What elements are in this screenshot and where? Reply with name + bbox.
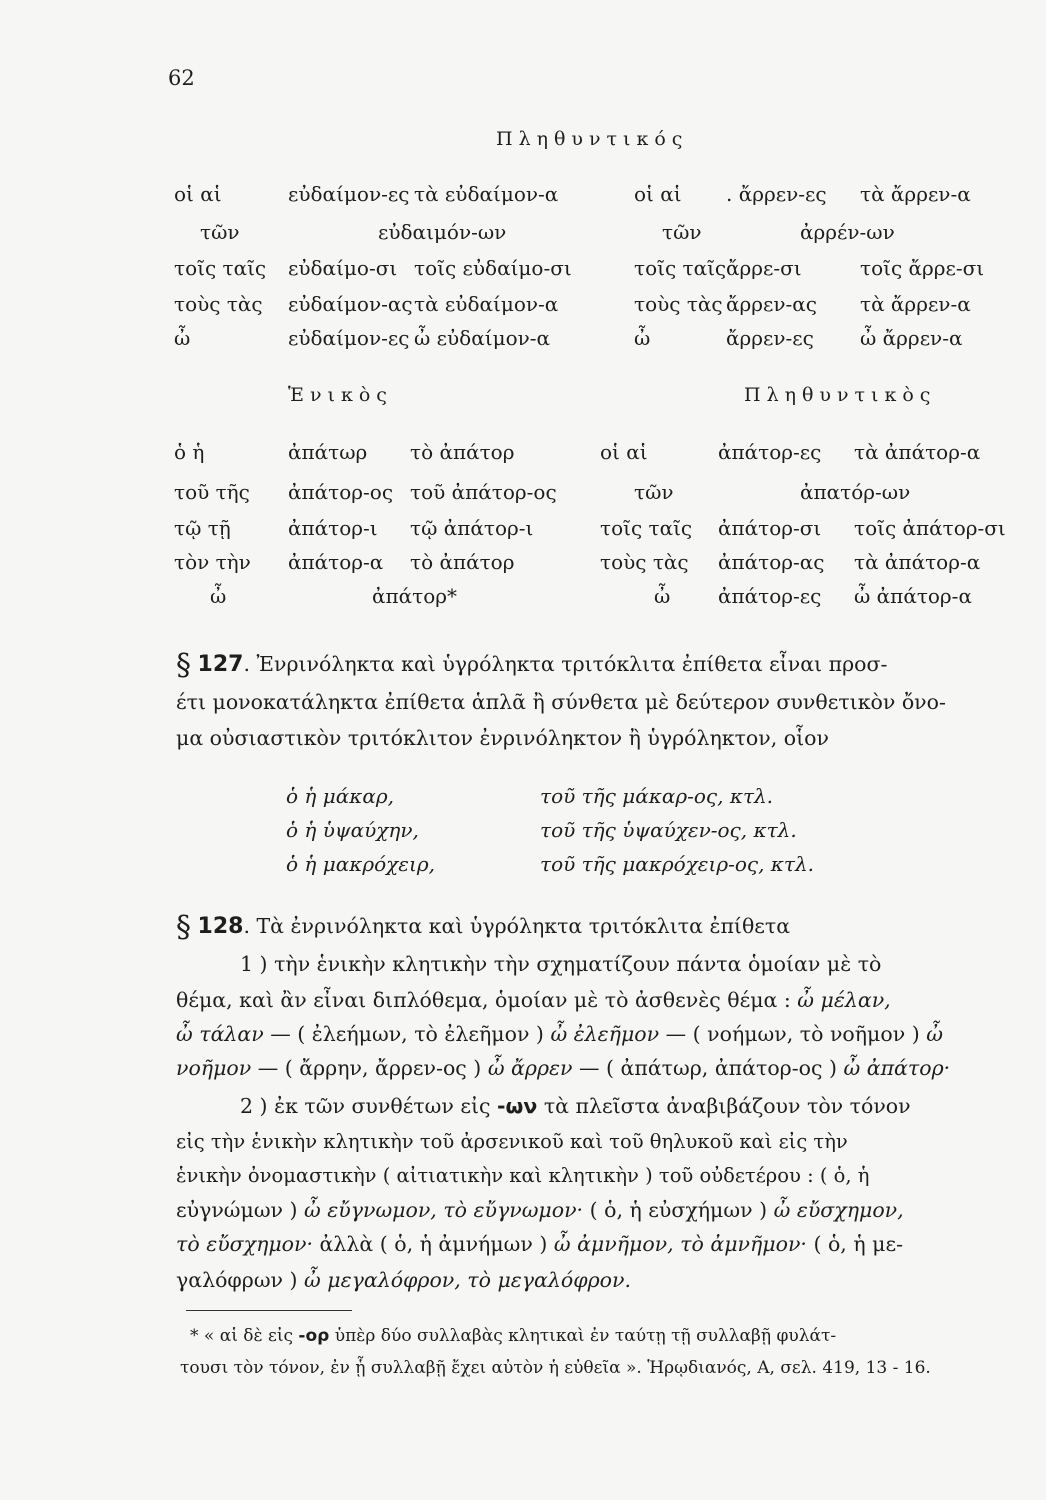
- italic-run: νοῆμον: [176, 1056, 252, 1080]
- section-128-line-5: [176, 1056, 1006, 1080]
- example-2-nominative: ὁ ἡ ὑψαύχην,: [286, 818, 419, 842]
- italic-run: ὦ: [926, 1022, 943, 1046]
- t1-cell: τοῖς ἄρρε-σι: [860, 256, 985, 280]
- text-run: ( ὁ, ἡ εὐσχήμων ): [583, 1198, 774, 1222]
- italic-run: ὦ ἄρρεν: [487, 1056, 573, 1080]
- table2-heading-plural: Πληθυντικὸς: [744, 384, 937, 406]
- example-1-nominative: ὁ ἡ μάκαρ,: [286, 784, 394, 808]
- footnote-line-1: [190, 1326, 836, 1346]
- t2-cell: τοῦ ἀπάτορ-ος: [410, 480, 557, 504]
- section-128-line-10: [176, 1232, 1006, 1256]
- t2-cell: ἀπάτορ-ας: [718, 550, 825, 574]
- t2-cell: τῶν: [634, 480, 674, 504]
- t1-cell: τὰ ἄρρεν-α: [860, 292, 971, 316]
- italic-run: ὦ μέλαν,: [797, 988, 891, 1012]
- text-run: εὐγνώμων ): [176, 1198, 305, 1222]
- text-run: * « αἱ δὲ εἰς: [190, 1326, 299, 1346]
- example-3-genitive: τοῦ τῆς μακρόχειρ-ος, κτλ.: [540, 852, 815, 876]
- section-128-line-3: [176, 988, 1006, 1012]
- t1-cell: τοῖς ταῖς: [174, 256, 267, 280]
- t1-cell: ἄρρεν-ας: [726, 292, 818, 316]
- t1-cell: εὐδαίμον-ες: [288, 326, 410, 350]
- t2-cell: τῷ τῇ: [174, 516, 231, 540]
- t1-cell: εὐδαιμόν-ων: [378, 220, 507, 244]
- t1-cell: ἄρρε-σι: [726, 256, 802, 280]
- section-number: 127: [197, 652, 244, 677]
- text-run: — ( ἄρρην, ἄρρεν-ος ): [251, 1056, 488, 1080]
- t1-cell: οἱ αἱ: [634, 182, 682, 206]
- t2-cell: τὸ ἀπάτορ: [410, 440, 515, 464]
- text-run: ( ὁ, ἡ με-: [806, 1232, 903, 1256]
- footnote-divider: [186, 1310, 352, 1311]
- t1-cell: ὦ ἄρρεν-α: [860, 326, 963, 350]
- italic-run: ὦ τάλαν: [176, 1022, 264, 1046]
- text-run: — ( νοήμων, τὸ νοῆμον ): [659, 1022, 927, 1046]
- section-128-line-9: [176, 1198, 1006, 1222]
- table2-heading-singular: Ἑνικὸς: [288, 384, 393, 406]
- section-127-line-3: μα οὐσιαστικὸν τριτόκλιτον ἐνρινόληκτον ἢ ὑγρόληκτον, οἷον: [176, 726, 829, 750]
- table1-heading: Πληθυντικός: [496, 128, 689, 150]
- t2-cell: ὁ ἡ: [174, 440, 205, 464]
- section-number: 128: [197, 914, 244, 939]
- t2-cell: ἀπατόρ-ων: [800, 480, 911, 504]
- t2-cell: ἀπάτορ*: [372, 584, 458, 608]
- footnote-line-2: τουσι τὸν τόνον, ἐν ᾗ συλλαβῇ ἔχει αὐτὸν ἡ εὐθεῖα ». Ἡρῳδιανός, Α, σελ. 419, 13 - 16.: [180, 1358, 931, 1378]
- section-128-line-6: [240, 1094, 1010, 1118]
- t2-cell: τὸ ἀπάτορ: [410, 550, 515, 574]
- t2-cell: τὰ ἀπάτορ-α: [854, 440, 981, 464]
- t1-cell: εὐδαίμον-ας: [288, 292, 413, 316]
- section-128-line-11: [176, 1268, 1006, 1292]
- t2-cell: τοῖς ταῖς: [600, 516, 693, 540]
- text-run: — ( ἐλεήμων, τὸ ἐλεῆμον ): [263, 1022, 551, 1046]
- t1-cell: ἀρρέν-ων: [800, 220, 895, 244]
- section-symbol: §: [176, 910, 191, 945]
- example-2-genitive: τοῦ τῆς ὑψαύχεν-ος, κτλ.: [540, 818, 797, 842]
- t2-cell: ἀπάτορ-ες: [718, 584, 822, 608]
- example-1-genitive: τοῦ τῆς μάκαρ-ος, κτλ.: [540, 784, 774, 808]
- t1-cell: ὦ: [174, 326, 191, 350]
- t2-cell: ἀπάτορ-σι: [718, 516, 822, 540]
- t2-cell: ἀπάτορ-ι: [288, 516, 378, 540]
- italic-run: ὦ ἀπάτορ·: [843, 1056, 951, 1080]
- t1-cell: τὰ εὐδαίμον-α: [414, 292, 559, 316]
- t2-cell: ὦ ἀπάτορ-α: [854, 584, 972, 608]
- italic-run: ὦ εὔγνωμον, τὸ εὔγνωμον·: [304, 1198, 584, 1222]
- text-run: θέμα, καὶ ἂν εἶναι διπλόθεμα, ὁμοίαν μὲ τὸ ἀσθενὲς θέμα :: [176, 988, 798, 1012]
- section-127-line-1: [176, 648, 1006, 683]
- t1-cell: εὐδαίμο-σι: [288, 256, 398, 280]
- example-3-nominative: ὁ ἡ μακρόχειρ,: [286, 852, 435, 876]
- t1-cell: οἱ αἱ: [174, 182, 222, 206]
- t1-cell: ἄρρεν-ες: [726, 326, 814, 350]
- t1-cell: τὰ εὐδαίμον-α: [414, 182, 559, 206]
- text-run: ὑπὲρ δύο συλλαβὰς κλητικαὶ ἐν ταύτῃ τῇ συλλαβῇ φυλάτ-: [329, 1326, 837, 1346]
- italic-run: ὦ μεγαλόφρον, τὸ μεγαλόφρον.: [304, 1268, 631, 1292]
- bold-run: -ων: [497, 1094, 538, 1118]
- t1-cell: τῶν: [662, 220, 702, 244]
- t1-cell: ὦ: [634, 326, 651, 350]
- italic-run: ὦ ἀμνῆμον, τὸ ἀμνῆμον·: [553, 1232, 807, 1256]
- italic-run: τὸ εὔσχημον·: [176, 1232, 314, 1256]
- t1-cell: τοὺς τὰς: [174, 292, 263, 316]
- t2-cell: τὰ ἀπάτορ-α: [854, 550, 981, 574]
- italic-run: ὦ εὔσχημον,: [773, 1198, 904, 1222]
- section-127-line-2: έτι μονοκατάληκτα ἐπίθετα ἁπλᾶ ἢ σύνθετα μὲ δεύτερον συνθετικὸν ὄνο-: [176, 690, 946, 714]
- section-symbol: §: [176, 648, 191, 683]
- t1-cell: τοῖς ταῖς: [634, 256, 727, 280]
- section-128-line-7: εἰς τὴν ἑνικὴν κλητικὴν τοῦ ἀρσενικοῦ καὶ τοῦ θηλυκοῦ καὶ εἰς τὴν: [176, 1130, 848, 1153]
- t2-cell: οἱ αἱ: [600, 440, 648, 464]
- t1-cell: εὐδαίμον-ες: [288, 182, 410, 206]
- text-run: γαλόφρων ): [176, 1268, 305, 1292]
- italic-run: ὦ ἐλεῆμον: [550, 1022, 660, 1046]
- t2-cell: τοὺς τὰς: [600, 550, 689, 574]
- t2-cell: τοῦ τῆς: [174, 480, 250, 504]
- t1-cell: ὦ εὐδαίμον-α: [414, 326, 551, 350]
- t2-cell: τοῖς ἀπάτορ-σι: [854, 516, 1006, 540]
- t2-cell: ἀπάτωρ: [288, 440, 368, 464]
- t2-cell: ὦ: [654, 584, 671, 608]
- section-text: . Ἐνρινόληκτα καὶ ὑγρόληκτα τριτόκλιτα ἐπίθετα εἶναι προσ-: [243, 652, 888, 676]
- text-run: — ( ἀπάτωρ, ἀπάτορ-ος ): [572, 1056, 844, 1080]
- t2-cell: ἀπάτορ-α: [288, 550, 384, 574]
- bold-run: -ορ: [298, 1326, 330, 1346]
- t1-cell: τοὺς τὰς: [634, 292, 723, 316]
- page-number: 62: [168, 66, 195, 90]
- t2-cell: ἀπάτορ-ες: [718, 440, 822, 464]
- t1-cell: τὰ ἄρρεν-α: [860, 182, 971, 206]
- t1-cell: τῶν: [200, 220, 240, 244]
- section-128-line-1: [176, 910, 1006, 945]
- t2-cell: ἀπάτορ-ος: [288, 480, 394, 504]
- text-run: 2 ) ἐκ τῶν συνθέτων εἰς: [240, 1094, 498, 1118]
- text-run: ἀλλὰ ( ὁ, ἡ ἀμνήμων ): [313, 1232, 554, 1256]
- section-128-line-8: ἑνικὴν ὀνομαστικὴν ( αἰτιατικὴν καὶ κλητικὴν ) τοῦ οὐδετέρου : ( ὁ, ἡ: [176, 1164, 870, 1187]
- t2-cell: τὸν τὴν: [174, 550, 251, 574]
- section-128-line-4: [176, 1022, 1006, 1046]
- t2-cell: ὦ: [210, 584, 227, 608]
- t1-cell: . ἄρρεν-ες: [726, 182, 827, 206]
- t2-cell: τῷ ἀπάτορ-ι: [410, 516, 534, 540]
- section-128-line-2: 1 ) τὴν ἑνικὴν κλητικὴν τὴν σχηματίζουν πάντα ὁμοίαν μὲ τὸ: [240, 952, 882, 976]
- section-text: . Τὰ ἐνρινόληκτα καὶ ὑγρόληκτα τριτόκλιτα ἐπίθετα: [243, 914, 791, 938]
- t1-cell: τοῖς εὐδαίμο-σι: [414, 256, 572, 280]
- text-run: τὰ πλεῖστα ἀναβιβάζουν τὸν τόνον: [537, 1094, 911, 1118]
